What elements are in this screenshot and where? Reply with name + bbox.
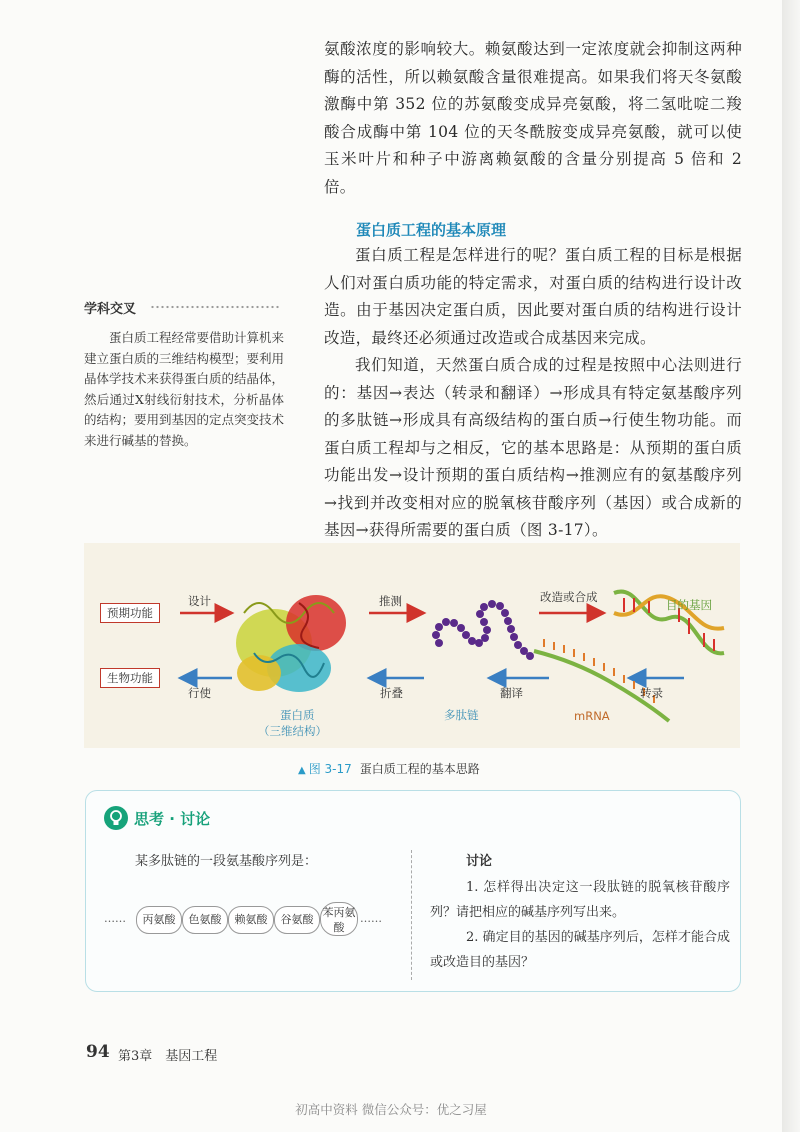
dots-left: …… bbox=[104, 912, 126, 925]
amino-acid-3: 赖氨酸 bbox=[228, 906, 274, 934]
figure-3-17 bbox=[84, 543, 740, 748]
discuss-question-2: 2. 确定目的基因的碱基序列后，怎样才能合成或改造目的基因？ bbox=[430, 930, 730, 970]
sidebar-dotted-rule bbox=[150, 305, 280, 309]
amino-acid-2: 色氨酸 bbox=[182, 906, 228, 934]
intro-paragraph bbox=[324, 36, 742, 201]
amino-acid-1: 丙氨酸 bbox=[136, 906, 182, 934]
paragraph-1: 蛋白质工程是怎样进行的呢？蛋白质工程的目标是根据人们对蛋白质功能的特定需求，对蛋白质的结构进行设计改造。由于基因决定蛋白质，因此要对蛋白质的结构进行设计改造，最终还必须通过改造或合成基因来完成。 bbox=[324, 246, 742, 347]
polypeptide-chain-icon bbox=[432, 600, 534, 660]
discuss-question-1: 1. 怎样得出决定这一段肽链的脱氧核苷酸序列？请把相应的碱基序列写出来。 bbox=[430, 880, 730, 920]
think-divider bbox=[411, 850, 412, 980]
fold-label: 折叠 bbox=[380, 686, 403, 700]
modify-label: 改造或合成 bbox=[540, 590, 598, 604]
protein-structure-icon bbox=[236, 595, 346, 692]
watermark-text: 初高中资料 微信公众号：优之习屋 bbox=[295, 1102, 487, 1117]
mrna-label: mRNA bbox=[574, 709, 610, 723]
expected-function-label: 预期功能 bbox=[100, 603, 160, 623]
amino-acid-5: 苯丙氨酸 bbox=[320, 902, 358, 936]
execute-label: 行使 bbox=[188, 686, 211, 700]
section-title: 蛋白质工程的基本原理 bbox=[356, 221, 507, 239]
infer-label: 推测 bbox=[379, 594, 402, 608]
caption-number: 图 3-17 bbox=[308, 762, 352, 776]
discuss-title: 讨论 bbox=[466, 854, 493, 869]
bio-function-label: 生物功能 bbox=[100, 668, 160, 688]
sidebar-text: 蛋白质工程经常要借助计算机来建立蛋白质的三维结构模型；要利用晶体学技术来获得蛋白质的结晶体，然后通过X射线衍射技术，分析晶体的结构；要用到基因的定点突变技术来进行碱基的替换。 bbox=[84, 330, 285, 448]
transcribe-label: 转录 bbox=[640, 686, 663, 700]
target-gene-label: 目的基因 bbox=[666, 598, 712, 612]
dots-right: …… bbox=[360, 912, 382, 925]
triangle-icon: ▲ bbox=[298, 765, 306, 776]
lightbulb-icon bbox=[104, 806, 128, 830]
think-prompt: 某多肽链的一段氨基酸序列是： bbox=[135, 854, 318, 869]
caption-text: 蛋白质工程的基本思路 bbox=[359, 762, 480, 776]
translate-label: 翻译 bbox=[500, 686, 523, 700]
protein-sub-label: （三维结构） bbox=[258, 724, 327, 738]
design-label: 设计 bbox=[188, 594, 211, 608]
intro-paragraph-text: 氨酸浓度的影响较大。赖氨酸达到一定浓度就会抑制这两种酶的活性，所以赖氨酸含量很难提高。如果我们将天冬氨酸激酶中第 352 位的苏氨酸变成异亮氨酸，将二氢吡啶二羧酸合成酶中第 104 位的天冬酰胺变成异亮氨酸，就可以使玉米叶片和种子中游离赖氨酸的含量分别提高 5 倍和 2 倍。 bbox=[324, 40, 742, 196]
page-number: 94 bbox=[86, 1042, 110, 1062]
main-text bbox=[324, 242, 742, 545]
figure-caption bbox=[298, 760, 480, 777]
paragraph-2: 我们知道，天然蛋白质合成的过程是按照中心法则进行的：基因→表达（转录和翻译）→形成具有特定氨基酸序列的多肽链→形成具有高级结构的蛋白质→行使生物功能。而蛋白质工程却与之相反，它的基本思路是：从预期的蛋白质功能出发→设计预期的蛋白质结构→推测应有的氨基酸序列→找到并改变相对应的脱氧核苷酸序列（基因）或合成新的基因→获得所需要的蛋白质（图 3-17）。 bbox=[324, 356, 742, 539]
page-edge bbox=[782, 0, 800, 1132]
figure-illustration bbox=[84, 543, 740, 748]
sidebar-title: 学科交叉 bbox=[84, 302, 137, 317]
polypeptide-label: 多肽链 bbox=[444, 708, 479, 722]
chapter-title: 第3章 基因工程 bbox=[118, 1049, 218, 1064]
amino-acid-4: 谷氨酸 bbox=[274, 906, 320, 934]
protein-label: 蛋白质 bbox=[280, 708, 315, 722]
think-title: 思考 · 讨论 bbox=[134, 810, 211, 828]
